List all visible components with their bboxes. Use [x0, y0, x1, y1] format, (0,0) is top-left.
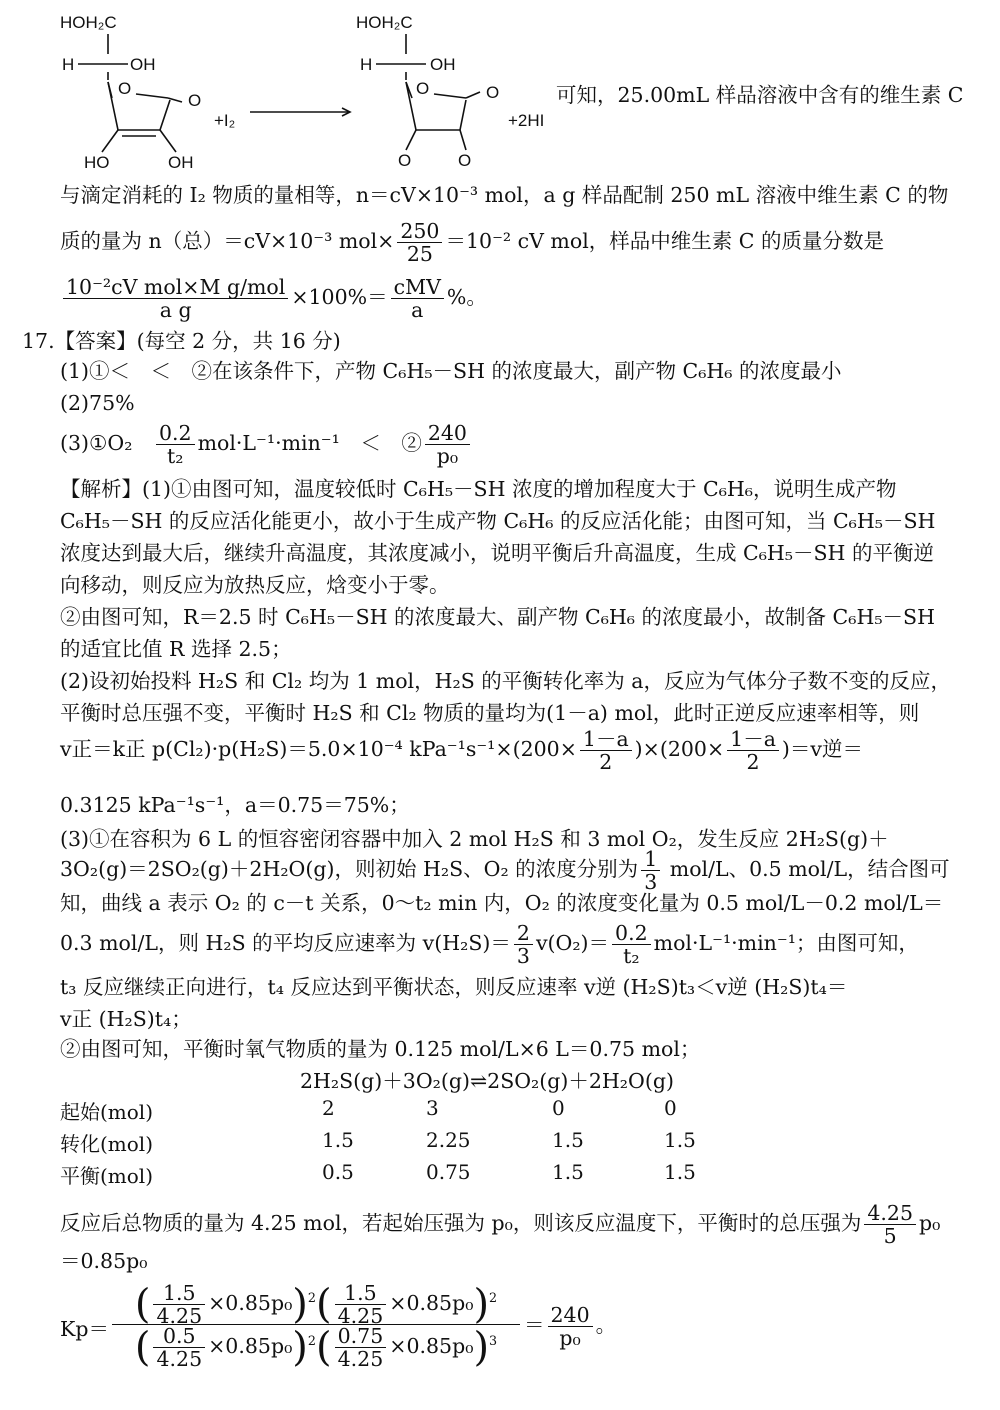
text-line-3: [60, 220, 982, 265]
plus-i2: +I₂: [214, 111, 236, 130]
explain-line-15: t₃ 反应继续正向进行，t₄ 反应达到平衡状态，则反应速率 v逆 (H₂S)t₃＜v逆 (H₂S)t₄＝: [60, 975, 848, 999]
explain-line-6: 的适宜比值 R 选择 2.5；: [60, 637, 292, 661]
explain-line-11: (3)①在容积为 6 L 的恒容密闭容器中加入 2 mol H₂S 和 3 mol O₂，发生反应 2H₂S(g)＋: [60, 827, 889, 851]
table-cell: 0.75: [426, 1160, 471, 1184]
text-line-4: 10⁻²cV mol×M g/mol a g ×100%＝ cMV a %。: [60, 276, 982, 321]
question-17-heading: 17.【答案】(每空 2 分，共 16 分): [22, 329, 341, 353]
e9-fraction-2: $\frac{1-a}{2}$: [727, 728, 779, 773]
a3-fraction: $\frac{0.2}{\text{t₂}}$: [156, 422, 195, 467]
reaction-scheme: [50, 2, 610, 182]
e18-fraction: $\frac{4.25}{5}$: [864, 1202, 916, 1247]
explain-line-12: 3O₂(g)＝2SO₂(g)＋2H₂O(g)，则初始 H₂S、O₂ 的浓度分别为 $\frac{1}{3}$ mol/L、0.5 mol/L，结合图可: [60, 847, 950, 894]
l3-fraction: $\frac{250}{25}$: [397, 220, 442, 265]
product-o-bottom-left: O: [398, 151, 412, 170]
explain-line-8: 平衡时总压强不变，平衡时 H₂S 和 Cl₂ 物质的量均为(1－a) mol，此时正逆反应速率相等，则: [60, 701, 920, 725]
explain-line-10: 0.3125 kPa⁻¹s⁻¹，a＝0.75＝75%；: [60, 793, 410, 817]
l3-part-b: ＝10⁻² cV mol，样品中维生素 C 的质量分数是: [445, 229, 884, 253]
reactant-oh-top: OH: [130, 55, 156, 74]
product-h: H: [360, 55, 373, 74]
table-cell: 2.25: [426, 1128, 471, 1152]
table-cell: 2: [322, 1096, 335, 1120]
table-cell: 0: [664, 1096, 677, 1120]
e14-fraction-2: $\frac{0.2}{\text{t₂}}$: [612, 922, 651, 967]
explain-line-5: ②由图可知，R＝2.5 时 C₆H₅－SH 的浓度最大、副产物 C₆H₆ 的浓度最小，故制备 C₆H₅－SH: [60, 605, 935, 629]
table-cell: 1.5: [552, 1160, 584, 1184]
reactant-hoh2c: HOH₂C: [60, 13, 117, 32]
kp-expression: [60, 1281, 617, 1372]
explain-line-1: 【解析】(1)①由图可知，温度较低时 C₆H₅－SH 浓度的增加程度大于 C₆H₆，说明生成产物: [60, 477, 897, 501]
kp-main-fraction: [112, 1282, 520, 1369]
explain-line-19: ＝0.85p₀: [60, 1249, 148, 1273]
kp-result: ＝ $\frac{240}{\text{p₀}}$ 。: [524, 1303, 617, 1350]
explain-line-18: 反应后总物质的量为 4.25 mol，若起始压强为 p₀，则该反应温度下，平衡时的总压强为 $\frac{4.25}{5}$ p₀: [60, 1201, 941, 1248]
explain-line-9: v正＝k正 p(Cl₂)·p(H₂S)＝5.0×10⁻⁴ kPa⁻¹s⁻¹×(200× $\frac{1-a}{2}$ )×(200× $\frac{1-a}{2}$ )＝v逆＝: [60, 727, 864, 774]
table-row-label: 起始(mol): [60, 1100, 154, 1124]
l3-part-a: 质的量为 n（总）＝cV×10⁻³ mol×: [60, 229, 395, 253]
answer-3: (3)①O₂ $\frac{0.2}{\text{t₂}}$ mol·L⁻¹·min⁻¹ ＜ ② $\frac{240}{\text{p₀}}$: [60, 422, 982, 467]
explain-line-17: ②由图可知，平衡时氧气物质的量为 0.125 mol/L×6 L＝0.75 mol；: [60, 1037, 701, 1061]
e12-fraction: $\frac{1}{3}$: [641, 848, 660, 893]
table-cell: 1.5: [664, 1160, 696, 1184]
text-line-2: 与滴定消耗的 I₂ 物质的量相等，n＝cV×10⁻³ mol，a g 样品配制 250 mL 溶液中维生素 C 的物: [60, 183, 949, 207]
explain-line-13: 知，曲线 a 表示 O₂ 的 c－t 关系，0～t₂ min 内，O₂ 的浓度变化量为 0.5 mol/L－0.2 mol/L＝: [60, 891, 944, 915]
reactant-h: H: [62, 55, 75, 74]
l4-fraction-2: cMV a: [391, 276, 444, 321]
explain-line-4: 向移动，则反应为放热反应，焓变小于零。: [60, 573, 450, 597]
explain-line-3: 浓度达到最大后，继续升高温度，其浓度减小，说明平衡后升高温度，生成 C₆H₅－SH 的平衡逆: [60, 541, 934, 565]
table-cell: 3: [426, 1096, 439, 1120]
plus-2hi: +2HI: [508, 111, 545, 130]
table-cell: 0: [552, 1096, 565, 1120]
explain-line-7: (2)设初始投料 H₂S 和 Cl₂ 均为 1 mol，H₂S 的平衡转化率为 a，反应为气体分子数不变的反应，: [60, 669, 952, 693]
reactant-o-ring: O: [118, 79, 132, 98]
kp-numerator: ( $\frac{1.5}{4.25}$ ×0.85p₀)$^2$( $\frac{1.5}{4.25}$ ×0.85p₀)$^2$: [112, 1282, 520, 1325]
table-row-label: 转化(mol): [60, 1132, 154, 1156]
text-line-1: 可知，25.00mL 样品溶液中含有的维生素 C: [556, 83, 964, 107]
e14-fraction-1: $\frac{2}{3}$: [514, 922, 533, 967]
table-cell: 1.5: [552, 1128, 584, 1152]
table-cell: 1.5: [322, 1128, 354, 1152]
reactant-oh-bottom: OH: [168, 153, 194, 172]
explain-line-14: 0.3 mol/L，则 H₂S 的平均反应速率为 v(H₂S)＝ $\frac{2}{3}$ v(O₂)＝ $\frac{0.2}{\text{t₂}}$ mol·L⁻¹·min⁻¹；由图可知，: [60, 921, 919, 968]
l4-fraction: 10⁻²cV mol×M g/mol a g: [63, 276, 288, 321]
answer-2: (2)75%: [60, 391, 135, 415]
product-o-ring: O: [416, 79, 430, 98]
product-hoh2c: HOH₂C: [356, 13, 413, 32]
kp-label: Kp＝: [60, 1317, 109, 1341]
reactant-ho: HO: [84, 153, 110, 172]
product-o-bottom-right: O: [458, 151, 472, 170]
a3-fraction-2: $\frac{240}{\text{p₀}}$: [425, 422, 470, 467]
table-row-label: 平衡(mol): [60, 1164, 154, 1188]
table-cell: 1.5: [664, 1128, 696, 1152]
ice-table: [60, 1096, 760, 1192]
equilibrium-equation: 2H₂S(g)＋3O₂(g)⇌2SO₂(g)＋2H₂O(g): [300, 1069, 674, 1093]
explain-line-16: v正 (H₂S)t₄；: [60, 1007, 192, 1031]
answer-1: (1)①＜ ＜ ②在该条件下，产物 C₆H₅－SH 的浓度最大，副产物 C₆H₆ 的浓度最小: [60, 359, 842, 383]
e9-fraction-1: $\frac{1-a}{2}$: [580, 728, 632, 773]
kp-denominator: ( $\frac{0.5}{4.25}$ ×0.85p₀)$^2$( $\frac{0.75}{4.25}$ ×0.85p₀)$^3$: [134, 1324, 498, 1371]
table-cell: 0.5: [322, 1160, 354, 1184]
reactant-o-carbonyl: O: [188, 91, 202, 110]
product-o-carbonyl: O: [486, 83, 500, 102]
product-oh-top: OH: [430, 55, 456, 74]
explain-line-2: C₆H₅－SH 的反应活化能更小，故小于生成产物 C₆H₆ 的反应活化能；由图可知，当 C₆H₅－SH: [60, 509, 936, 533]
